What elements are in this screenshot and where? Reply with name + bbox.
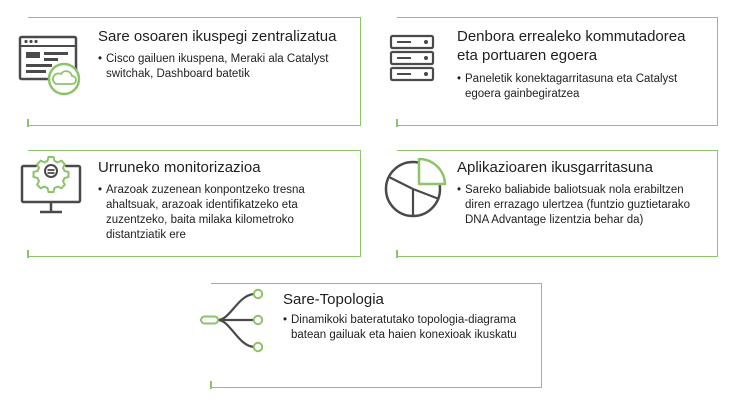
server-rack-icon: [387, 33, 439, 85]
monitor-gear-icon: [16, 152, 88, 220]
card-title-line-1: Denbora errealeko kommutadorea: [457, 28, 686, 45]
card-bullet: • Arazoak zuzenean konpontzeko tresna ahaltsuak, arazoak identifikatzeko eta zuzentzeko, baita milaka kilometroko distantziatik ere: [98, 183, 332, 243]
card-title: Sare osoaren ikuspegi zentralizatua: [98, 28, 337, 45]
card-title: Urruneko monitorizazioa: [98, 159, 261, 176]
card-bullet: • Paneletik konektagarritasuna eta Catalyst egoera gainbegiratzea: [457, 72, 695, 102]
card-title-line-2: eta portuaren egoera: [457, 47, 598, 64]
pie-chart-icon: [382, 152, 452, 222]
card-bullet: • Cisco gailuen ikuspena, Meraki ala Catalyst switchak, Dashboard batetik: [98, 52, 358, 82]
frame-tick: [27, 250, 29, 258]
frame-tick: [396, 250, 398, 258]
frame-tick: [27, 119, 29, 127]
card-title: Aplikazioaren ikusgarritasuna: [457, 159, 653, 176]
card-bullet: • Sareko baliabide baliotsuak nola erabiltzen diren errazago ulertzea (funtzio guztietarako DNA Advantage lizentzia behar da): [457, 183, 705, 228]
card-title: Sare-Topologia: [283, 291, 384, 308]
frame-tick: [396, 119, 398, 127]
topology-branch-icon: [198, 283, 270, 357]
frame-tick: [210, 381, 212, 389]
card-bullet: • Dinamikoki bateratutako topologia-diagrama batean gailuak eta haien konexioak ikuskatu: [283, 313, 543, 343]
browser-cloud-icon: [16, 34, 84, 96]
